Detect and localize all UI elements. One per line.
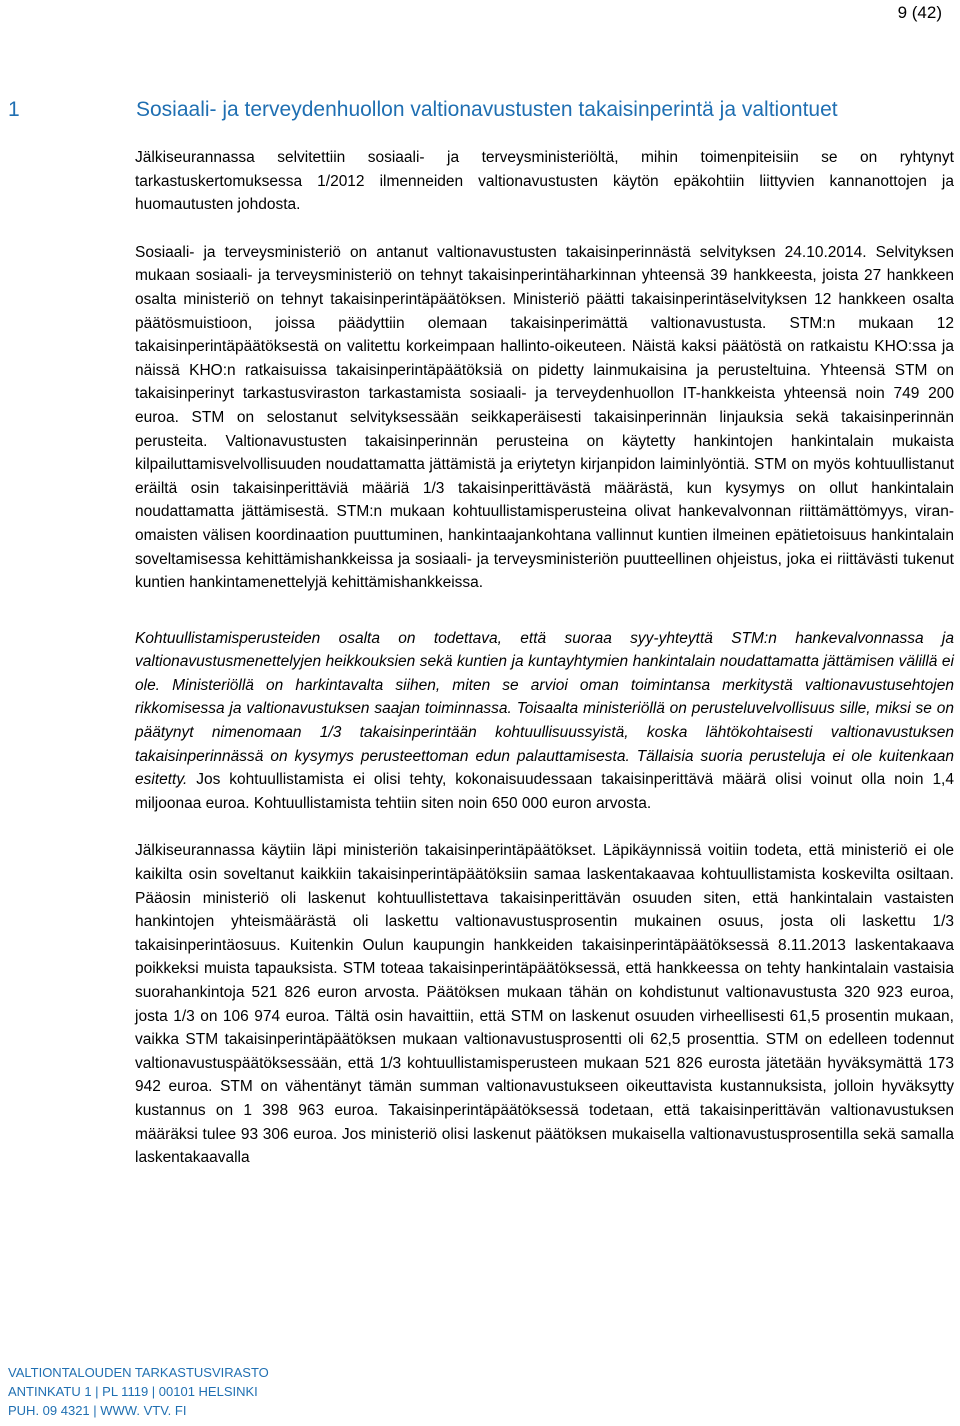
paragraph-intro: Jälkiseurannassa selvitettiin sosiaali- ja terveysministeriöltä, mihin toimenpiteisiin se on ryhtynyt tarkastuskertomuksessa 1/2012 ilmenneiden valtionavustusten käytön epäkohtiin liittyvien kannanottojen ja huomautusten johdosta. bbox=[135, 149, 954, 214]
assessment-italic: Kohtuullistamisperusteiden osalta on todettava, että suoraa syy-yhteyttä STM:n hankevalvonnassa ja valtionavustusmenettelyjen heikkouksien sekä kuntien ja kuntayhtymien hankintalain noudattamatta jättämisen välillä ei ole. Ministeriöllä on harkintavalta siihen, miten se arvioi oman toimintansa merkitystä valtionavustusehtojen rikkomisessa ja valtionavustuksen saajan toiminnassa. Toisaalta ministeriöllä on perusteluvelvollisuus sille, miksi se on päätynyt nimenomaan 1/3 takaisinperintään kohtuullisuussyistä, koska lähtökohtaisesti valtionavustuksen takaisinperinnässä on kysymys perusteettoman edun palauttamisesta. Tällaisia suoria perusteluja ei ole kuitenkaan esitetty. bbox=[135, 629, 954, 789]
body-text bbox=[135, 146, 954, 1170]
assessment-normal: Jos kohtuullistamista ei olisi tehty, kokonaisuudessaan takaisinperittävä määrä olisi voinut olla noin 1,4 miljoonaa euroa. Kohtuullistamista tehtiin siten noin 650 000 euron arvosta. bbox=[135, 771, 954, 812]
section-title: Sosiaali- ja terveydenhuollon valtionavustusten takaisinperintä ja valtiontuet bbox=[136, 98, 838, 121]
footer-organization: VALTIONTALOUDEN TARKASTUSVIRASTO bbox=[8, 1365, 269, 1380]
footer-address: ANTINKATU 1 | PL 1119 | 00101 HELSINKI bbox=[8, 1384, 258, 1399]
footer-contact: PUH. 09 4321 | WWW. VTV. FI bbox=[8, 1403, 187, 1418]
page-number: 9 (42) bbox=[897, 3, 942, 22]
paragraph-assessment bbox=[135, 627, 954, 816]
footer bbox=[8, 1363, 269, 1420]
paragraph-review: Jälkiseurannassa käytiin läpi ministeriön takaisinperintäpäätökset. Läpikäynnissä voitiin todeta, että ministeriö ei ole kaikilta osin soveltanut kaikkiin takaisinperintäpäätöksiin samaa laskentakaavaa kohtuullistamista koskevilta osiltaan. Pääosin ministeriö oli laskenut kohtuullistettava takaisinperittävän osuuden siten, että hankintalain vastaisten hankintojen yhteismäärästä oli laskettu valtionavustusprosentin mukainen osuus, josta oli laskettu 1/3 takaisinperintäosuus. Kuitenkin Oulun kaupungin hankkeiden takaisinperintäpäätöksessä 8.11.2013 laskentakaava poikkeksi muista tapauksista. STM toteaa takaisinperintäpäätöksessä, että hankkeessa on tehty hankintalain vastaisia suorahankintoja 521 826 euron arvosta. Päätöksen mukaan tähän on kohdistunut valtionavustusta 320 923 euroa, josta 1/3 on 106 974 euroa. Tältä osin havaittiin, että STM on laskenut osuuden virheellisesti 61,5 prosentin mukaan, vaikka STM takaisinperintäpäätöksen mukaan valtionavustusprosentti oli 62,5 prosenttia. STM on edelleen todennut valtionavustuspäätöksessään, että 1/3 kohtuullistamisperusteen mukaan 521 826 eurosta jätetään hyväksymättä 173 942 euroa. STM on vähentänyt tämän summan valtionavustukseen oikeuttavista kustannuksista, jolloin hyväksytty kustannus on 1 398 963 euroa. Takaisinperintäpäätöksessä todetaan, että takaisinperittävän valtionavustuksen määräksi tulee 93 306 euroa. Jos ministeriö olisi laskenut päätöksen mukaisella valtionavustusprosentilla sekä samalla laskentakaavalla bbox=[135, 842, 954, 1167]
section-number: 1 bbox=[8, 98, 20, 121]
paragraph-stm-report: Sosiaali- ja terveysministeriö on antanut valtionavustusten takaisinperinnästä selvityksen 24.10.2014. Selvityksen mukaan sosiaali- ja terveysministeriö on tehnyt takaisinperintäharkinnan yhteensä 39 hankkeesta, joista 27 hankkeen osalta ministeriö on tehnyt takaisinperintäpäätöksen. Ministeriö päätti takaisinperintäselvityksen 12 hankkeen osalta päätösmuistioon, joissa päädyttiin olemaan takaisinperimättä valtionavustusta. STM:n mukaan 12 takaisinperintäpäätöksestä on valitettu korkeimpaan hallinto-oikeuteen. Näistä kaksi päätöstä on ratkaistu KHO:ssa ja näissä KHO:n ratkaisuissa takaisinperintäpäätöksiä on pidetty lainmukaisina ja perusteltuina. Yhteensä STM on takaisinperinyt tarkastusviraston tarkastamista sosiaali- ja terveydenhuollon IT-hankkeista yhteensä noin 749 200 euroa. STM on selostanut selvityksessään seikkaperäisesti takaisinperinnän linjauksia sekä takaisinperinnän perusteita. Valtionavustusten takaisinperinnän perusteina on käytetty hankintojen hankintalain mukaista kilpailuttamisvelvollisuuden noudattamatta jättämistä ja eriytetyn kirjanpidon laiminlyöntiä. STM on myös kohtuullistanut eräiltä osin takaisinperittäviä määriä 1/3 takaisinperittävästä määrästä, kun kysymys on ollut hankintalain noudattamatta jättämisestä. STM:n mukaan kohtuullistamisperusteina olivat hankevalvonnan riittämättömyys, viran-omaisten välisen koordinaation puuttuminen, hankintaajankohtana vallinnut kuntien ilmeinen epätietoisuus hankintalain soveltamisessa kehittämishankkeissa ja sosiaali- ja terveysministeriön puutteellinen ohjeistus, joka ei riittävästi tukenut kuntien hankintamenettelyjä kehittämishankkeissa. bbox=[135, 243, 954, 592]
section-heading bbox=[8, 96, 952, 124]
